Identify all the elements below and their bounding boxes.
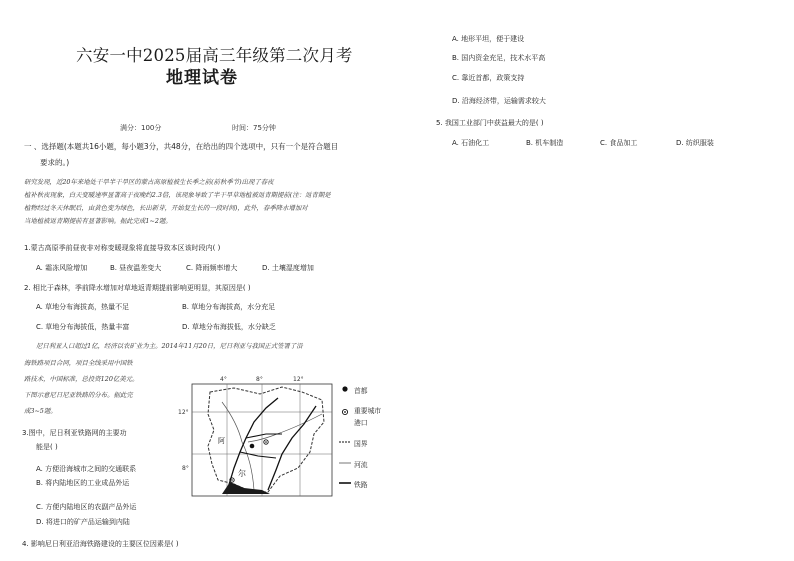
q2-option-a[interactable]: A. 草地分布海拔高，热量不足 [36, 303, 130, 311]
legend-city-label: 重要城市 [354, 407, 382, 415]
q4-option-a[interactable]: A. 地形平坦，便于建设 [452, 35, 525, 43]
q2-option-b[interactable]: B. 草地分布海拔高，水分充足 [182, 303, 276, 311]
school-title: 六安一中2025届高三年级第二次月考 [76, 46, 353, 65]
benue-river [248, 414, 322, 442]
capital-marker [250, 444, 255, 449]
q2-option-d[interactable]: D. 草地分布海拔低，水分缺乏 [182, 323, 276, 331]
q1-option-c[interactable]: C. 降雨频率增大 [186, 264, 238, 272]
passage1-line: 植物经过冬天休眠后，由黄色变为绿色，长出新芽，开始复生长的一段时间)，此外，春季降水增加对 [24, 204, 308, 212]
map-city-label: 阿 [218, 437, 225, 445]
q3-option-c[interactable]: C. 方便内陆地区的农副产品外运 [36, 503, 137, 511]
q5-option-d[interactable]: D. 纺织服装 [676, 139, 714, 147]
q3-option-b[interactable]: B. 将内陆地区的工业成品外运 [36, 479, 130, 487]
link-railway [246, 434, 282, 438]
coastal-sea-shading [222, 482, 270, 494]
passage2-line: 下图示意尼日尼亚铁路的分布。据此完 [24, 391, 133, 399]
q4-option-b[interactable]: B. 国内资金充足，技术水平高 [452, 54, 546, 62]
port-marker-dot [231, 479, 233, 481]
q3-stem-line2: 能是( ) [36, 443, 58, 451]
q3-option-d[interactable]: D. 将进口的矿产品运输到内陆 [36, 518, 130, 526]
q3-stem-line1: 3.图中，尼日利亚铁路网的主要功 [22, 429, 127, 437]
link-railway [240, 452, 276, 458]
q1-option-a[interactable]: A. 霜冻风险增加 [36, 264, 88, 272]
q2-option-c[interactable]: C. 草地分布海拔低，热量丰富 [36, 323, 130, 331]
passage2-line: 海铁路项目合同，项目全线采用中国铁 [24, 359, 133, 367]
passage1-line: 植补秋夜现象，白天变暖速率显著高于夜晚约2.3倍，该现象导致了半干旱草地植被返青期提前(注：返青期是 [24, 191, 331, 199]
legend-river-label: 河流 [354, 461, 368, 469]
subject-title: 地理试卷 [166, 68, 238, 88]
passage2-line1: 尼日利亚人口超过1亿，经济以农矿业为主。2014年11月20日，尼日利亚与我国正式签署了沿 [36, 342, 303, 350]
q5-option-c[interactable]: C. 食品加工 [600, 139, 638, 147]
q4-option-d[interactable]: D. 沿海经济带，运输需求较大 [452, 97, 546, 105]
q4-option-c[interactable]: C. 靠近首都，政策支持 [452, 74, 525, 82]
passage2-line: 成3~5题。 [24, 407, 57, 415]
section1-line2: 要求的。) [40, 158, 70, 167]
passage1-line: 研究发现，近20年来地处干旱半干旱区的蒙古高原植被生长季之前(前秋季节)出现了春夜 [24, 178, 274, 186]
eastern-railway [268, 406, 316, 490]
q4-stem: 4. 影响尼日利亚沿海铁路建设的主要区位因素是( ) [22, 540, 179, 548]
q5-option-a[interactable]: A. 石油化工 [452, 139, 490, 147]
q3-option-a[interactable]: A. 方便沿海城市之间的交通联系 [36, 465, 137, 473]
lon-label: 12° [293, 376, 304, 383]
q1-option-d[interactable]: D. 土壤湿度增加 [262, 264, 314, 272]
legend-railway-label: 铁路 [354, 481, 368, 489]
q5-option-b[interactable]: B. 机车制造 [526, 139, 564, 147]
legend-capital-icon [342, 386, 347, 391]
city-marker-dot [265, 441, 267, 443]
time-label: 时间：75分钟 [232, 124, 276, 132]
western-railway [228, 398, 278, 488]
legend-symbols [339, 384, 353, 488]
score-label: 满分：100分 [120, 124, 162, 132]
passage1-line: 当地植被返青期提前有显著影响。据此完成1~2题。 [24, 217, 172, 225]
map-sea-label: 尔 [238, 469, 246, 478]
q1-stem: 1.蒙古高原季前昼夜非对称变暖现象将直接导致本区该时段内( ) [24, 244, 221, 252]
lon-label: 4° [220, 376, 227, 383]
lat-label: 12° [178, 409, 189, 416]
legend-port-label: 港口 [354, 419, 368, 427]
section1-line1: 一 、选择题(本题共16小题，每小题3分，共48分，在给出的四个选项中，只有一个是符合题目 [24, 142, 339, 151]
lon-label: 8° [256, 376, 263, 383]
lat-label: 8° [182, 465, 189, 472]
q1-option-b[interactable]: B. 昼夜温差变大 [110, 264, 162, 272]
passage2-line: 路技术，中国标准，总投资120亿美元。 [24, 375, 139, 383]
q2-stem: 2. 相比于森林，季前降水增加对草地返青期提前影响更明显，其原因是( ) [24, 284, 251, 292]
legend-capital-label: 首都 [354, 387, 368, 395]
q5-stem: 5. 我国工业部门中获益最大的是( ) [436, 119, 544, 127]
legend-border-label: 国界 [354, 440, 368, 448]
